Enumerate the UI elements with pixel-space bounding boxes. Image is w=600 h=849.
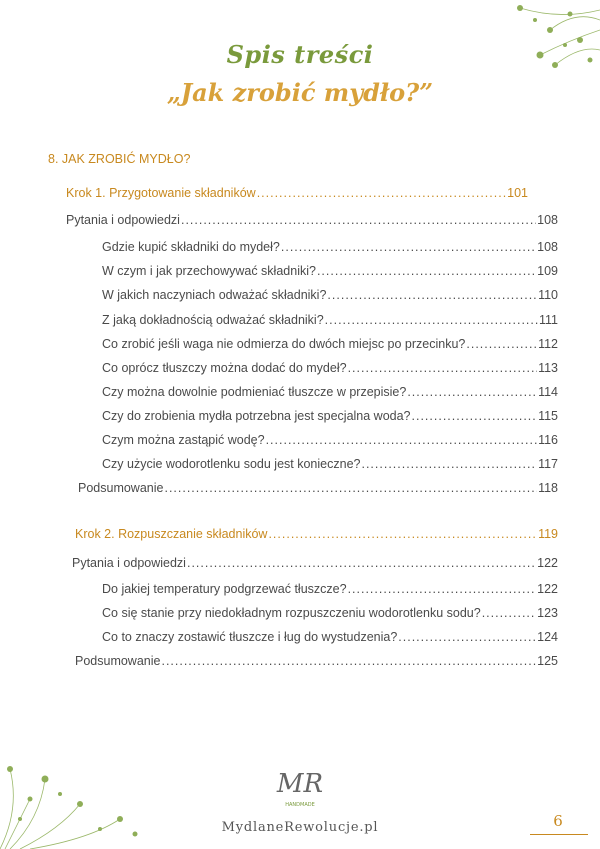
plant-decoration-bottom [0, 759, 150, 849]
toc-entry-page: 114 [538, 385, 558, 399]
toc-entry[interactable] [102, 409, 558, 425]
toc-entry-page: 101 [507, 186, 528, 200]
toc-entry-title: Pytania i odpowiedzi [72, 556, 186, 570]
toc-entry-page: 118 [538, 481, 558, 495]
logo-tagline: HANDMADE [285, 802, 315, 808]
toc-entry-title: W czym i jak przechowywać składniki? [102, 264, 316, 278]
toc-entry-page: 123 [537, 606, 558, 620]
toc-entry-title: Co to znaczy zostawić tłuszcze i ług do wystudzenia? [102, 630, 398, 644]
brand-name: MydlaneRewolucje.pl [221, 820, 379, 835]
toc-entry[interactable] [102, 288, 558, 304]
toc-entry[interactable] [102, 433, 558, 449]
page-number-underline [530, 834, 588, 835]
toc-entry-page: 108 [537, 240, 558, 254]
toc-entry-title: Pytania i odpowiedzi [66, 213, 180, 227]
toc-entry-title: Co oprócz tłuszczy można dodać do mydeł? [102, 361, 347, 375]
toc-entry[interactable] [102, 361, 558, 377]
toc-entry[interactable] [75, 654, 558, 670]
page-subtitle: „Jak zrobić mydło?” [166, 78, 434, 107]
toc-entry-page: 111 [538, 313, 558, 327]
toc-entry[interactable] [102, 606, 558, 622]
toc-entry-title: Co zrobić jeśli waga nie odmierza do dwóch miejsc po przecinku? [102, 337, 466, 351]
toc-entry[interactable] [78, 481, 558, 497]
page-title: Spis treści [226, 40, 374, 69]
toc-entry-title: Co się stanie przy niedokładnym rozpuszczeniu wodorotlenku sodu? [102, 606, 481, 620]
toc-entry[interactable] [66, 213, 558, 229]
toc-entry-page: 119 [538, 527, 558, 541]
toc-entry-page: 113 [538, 361, 558, 375]
toc-entry-title: Krok 2. Rozpuszczanie składników [75, 527, 268, 541]
toc-entry-title: W jakich naczyniach odważać składniki? [102, 288, 327, 302]
toc-entry-page: 116 [538, 433, 558, 447]
page-number: 6 [553, 812, 563, 830]
toc-entry[interactable] [102, 337, 558, 353]
toc-entry-page: 110 [538, 288, 558, 302]
toc-entry-page: 124 [537, 630, 558, 644]
toc-entry[interactable] [66, 186, 528, 202]
toc-entry[interactable] [102, 264, 558, 280]
toc-entry[interactable] [102, 457, 558, 473]
toc-entry-title: Do jakiej temperatury podgrzewać tłuszcze? [102, 582, 347, 596]
toc-entry[interactable] [75, 527, 558, 543]
section-heading: 8. JAK ZROBIĆ MYDŁO? [48, 152, 191, 166]
toc-entry-page: 122 [537, 582, 558, 596]
toc-entry[interactable] [102, 240, 558, 256]
brand-logo [270, 762, 330, 810]
toc-entry-page: 109 [537, 264, 558, 278]
toc-entry-title: Gdzie kupić składniki do mydeł? [102, 240, 280, 254]
logo-initials: MR [276, 769, 324, 799]
toc-entry-page: 122 [537, 556, 558, 570]
toc-entry-title: Podsumowanie [78, 481, 164, 495]
toc-entry-title: Podsumowanie [75, 654, 161, 668]
toc-entry-title: Czy do zrobienia mydła potrzebna jest specjalna woda? [102, 409, 411, 423]
toc-entry[interactable] [102, 630, 558, 646]
toc-entry-page: 112 [538, 337, 558, 351]
toc-entry[interactable] [102, 385, 558, 401]
toc-entry-title: Czy użycie wodorotlenku sodu jest konieczne? [102, 457, 361, 471]
toc-entry-page: 125 [537, 654, 558, 668]
toc-entry-title: Czym można zastąpić wodę? [102, 433, 265, 447]
toc-entry[interactable] [102, 313, 558, 329]
toc-entry-title: Krok 1. Przygotowanie składników [66, 186, 256, 200]
toc-entry-page: 117 [538, 457, 558, 471]
toc-entry-page: 115 [538, 409, 558, 423]
toc-entry-page: 108 [537, 213, 558, 227]
toc-entry[interactable] [102, 582, 558, 598]
toc-entry-title: Z jaką dokładnością odważać składniki? [102, 313, 324, 327]
toc-entry[interactable] [72, 556, 558, 572]
toc-entry-title: Czy można dowolnie podmieniać tłuszcze w przepisie? [102, 385, 407, 399]
